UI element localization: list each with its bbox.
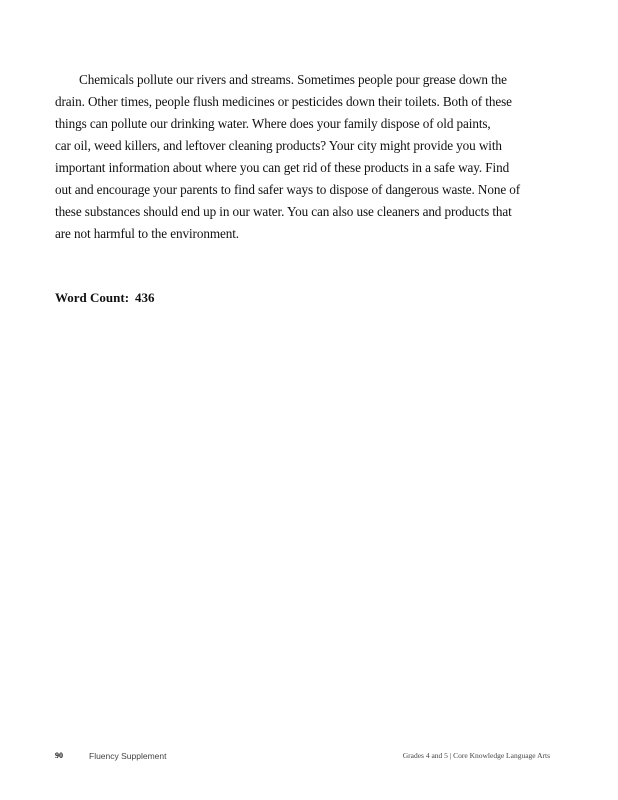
passage-text xyxy=(55,69,565,245)
series-title: Grades 4 and 5 | Core Knowledge Language Arts xyxy=(402,751,550,760)
section-title: Fluency Supplement xyxy=(89,751,167,761)
passage-line: are not harmful to the environment. xyxy=(55,226,239,241)
word-count xyxy=(55,290,155,306)
passage-line: things can pollute our drinking water. Where does your family dispose of old paints, xyxy=(55,116,491,131)
page-number: 90 xyxy=(55,751,63,760)
word-count-value: 436 xyxy=(135,290,155,305)
page-footer xyxy=(55,751,555,763)
passage-line: Chemicals pollute our rivers and streams. Sometimes people pour grease down the xyxy=(79,72,507,87)
passage-line: important information about where you can get rid of these products in a safe way. Find xyxy=(55,160,510,175)
passage-line: drain. Other times, people flush medicines or pesticides down their toilets. Both of these xyxy=(55,94,512,109)
passage-line: out and encourage your parents to find safer ways to dispose of dangerous waste. None of xyxy=(55,182,521,197)
passage-line: car oil, weed killers, and leftover cleaning products? Your city might provide you with xyxy=(55,138,502,153)
word-count-label: Word Count: xyxy=(55,290,130,305)
passage-line: these substances should end up in our water. You can also use cleaners and products that xyxy=(55,204,512,219)
